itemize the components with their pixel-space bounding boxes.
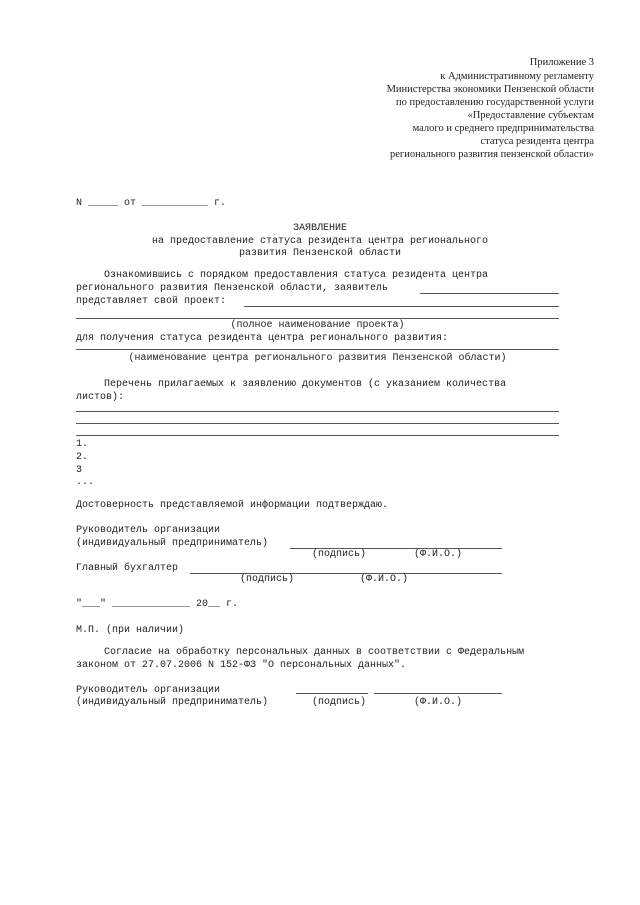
date-line: "___" _____________ 20__ г.: [76, 599, 239, 610]
paragraph-line: для получения статуса резидента центра регионального развития:: [76, 333, 449, 344]
appendix-line: к Административному регламенту: [440, 71, 594, 82]
documents-field[interactable]: [76, 435, 559, 436]
head-org-label: (индивидуальный предприниматель): [76, 538, 269, 549]
paragraph-line: листов):: [76, 392, 125, 403]
document-heading: ЗАЯВЛЕНИЕ: [292, 223, 347, 234]
chief-accountant-field[interactable]: [190, 573, 502, 574]
project-field-continued[interactable]: [76, 318, 559, 319]
bottom-signature-field[interactable]: [296, 693, 368, 694]
signature-caption: (подпись): [312, 549, 367, 560]
list-item: 2.: [76, 452, 89, 463]
documents-field[interactable]: [76, 423, 559, 424]
document-subtitle: развития Пензенской области: [238, 248, 402, 259]
consent-line: Согласие на обработку персональных данных в соответствии с Федеральным: [104, 647, 525, 658]
signature-caption: (подпись): [240, 574, 295, 585]
confirmation-text: Достоверность представляемой информации подтверждаю.: [76, 500, 389, 511]
list-item: ...: [76, 477, 95, 488]
appendix-line: «Предоставление субъектам: [467, 110, 594, 121]
appendix-line: статуса резидента центра: [480, 136, 594, 147]
center-field[interactable]: [76, 349, 559, 350]
fio-caption: (Ф.И.О.): [414, 697, 463, 708]
signature-caption: (подпись): [312, 697, 367, 708]
head-org-label: Руководитель организации: [76, 685, 221, 696]
head-org-label: (индивидуальный предприниматель): [76, 697, 269, 708]
appendix-line: малого и среднего предпринимательства: [412, 123, 594, 134]
appendix-line: регионального развития пензенской области»: [390, 149, 594, 160]
applicant-field[interactable]: [420, 293, 559, 294]
fio-caption: (Ф.И.О.): [414, 549, 463, 560]
head-org-label: Руководитель организации: [76, 525, 221, 536]
paragraph-line: представляет свой проект:: [76, 296, 227, 307]
list-item: 1.: [76, 439, 89, 450]
appendix-line: Приложение 3: [529, 57, 594, 68]
paragraph-line: Перечень прилагаемых к заявлению документов (с указанием количества: [104, 379, 507, 390]
application-number-line: N _____ от ___________ г.: [76, 198, 227, 209]
documents-field[interactable]: [76, 411, 559, 412]
appendix-line: Министерства экономики Пензенской области: [386, 84, 594, 95]
chief-accountant-label: Главный бухгалтер: [76, 563, 179, 574]
consent-line: законом от 27.07.2006 N 152-ФЗ "О персональных данных".: [76, 660, 407, 671]
project-caption: (полное наименование проекта): [230, 320, 405, 331]
stamp-text: М.П. (при наличии): [76, 625, 185, 636]
appendix-line: по предоставлению государственной услуги: [396, 97, 594, 108]
document-subtitle: на предоставление статуса резидента центра регионального: [151, 236, 489, 247]
paragraph-line: Ознакомившись с порядком предоставления статуса резидента центра: [104, 270, 489, 281]
fio-caption: (Ф.И.О.): [360, 574, 409, 585]
paragraph-line: регионального развития Пензенской области, заявитель: [76, 283, 389, 294]
center-caption: (наименование центра регионального развития Пензенской области): [128, 353, 507, 364]
bottom-fio-field[interactable]: [374, 693, 502, 694]
list-item: 3: [76, 465, 83, 476]
project-field[interactable]: [244, 306, 559, 307]
